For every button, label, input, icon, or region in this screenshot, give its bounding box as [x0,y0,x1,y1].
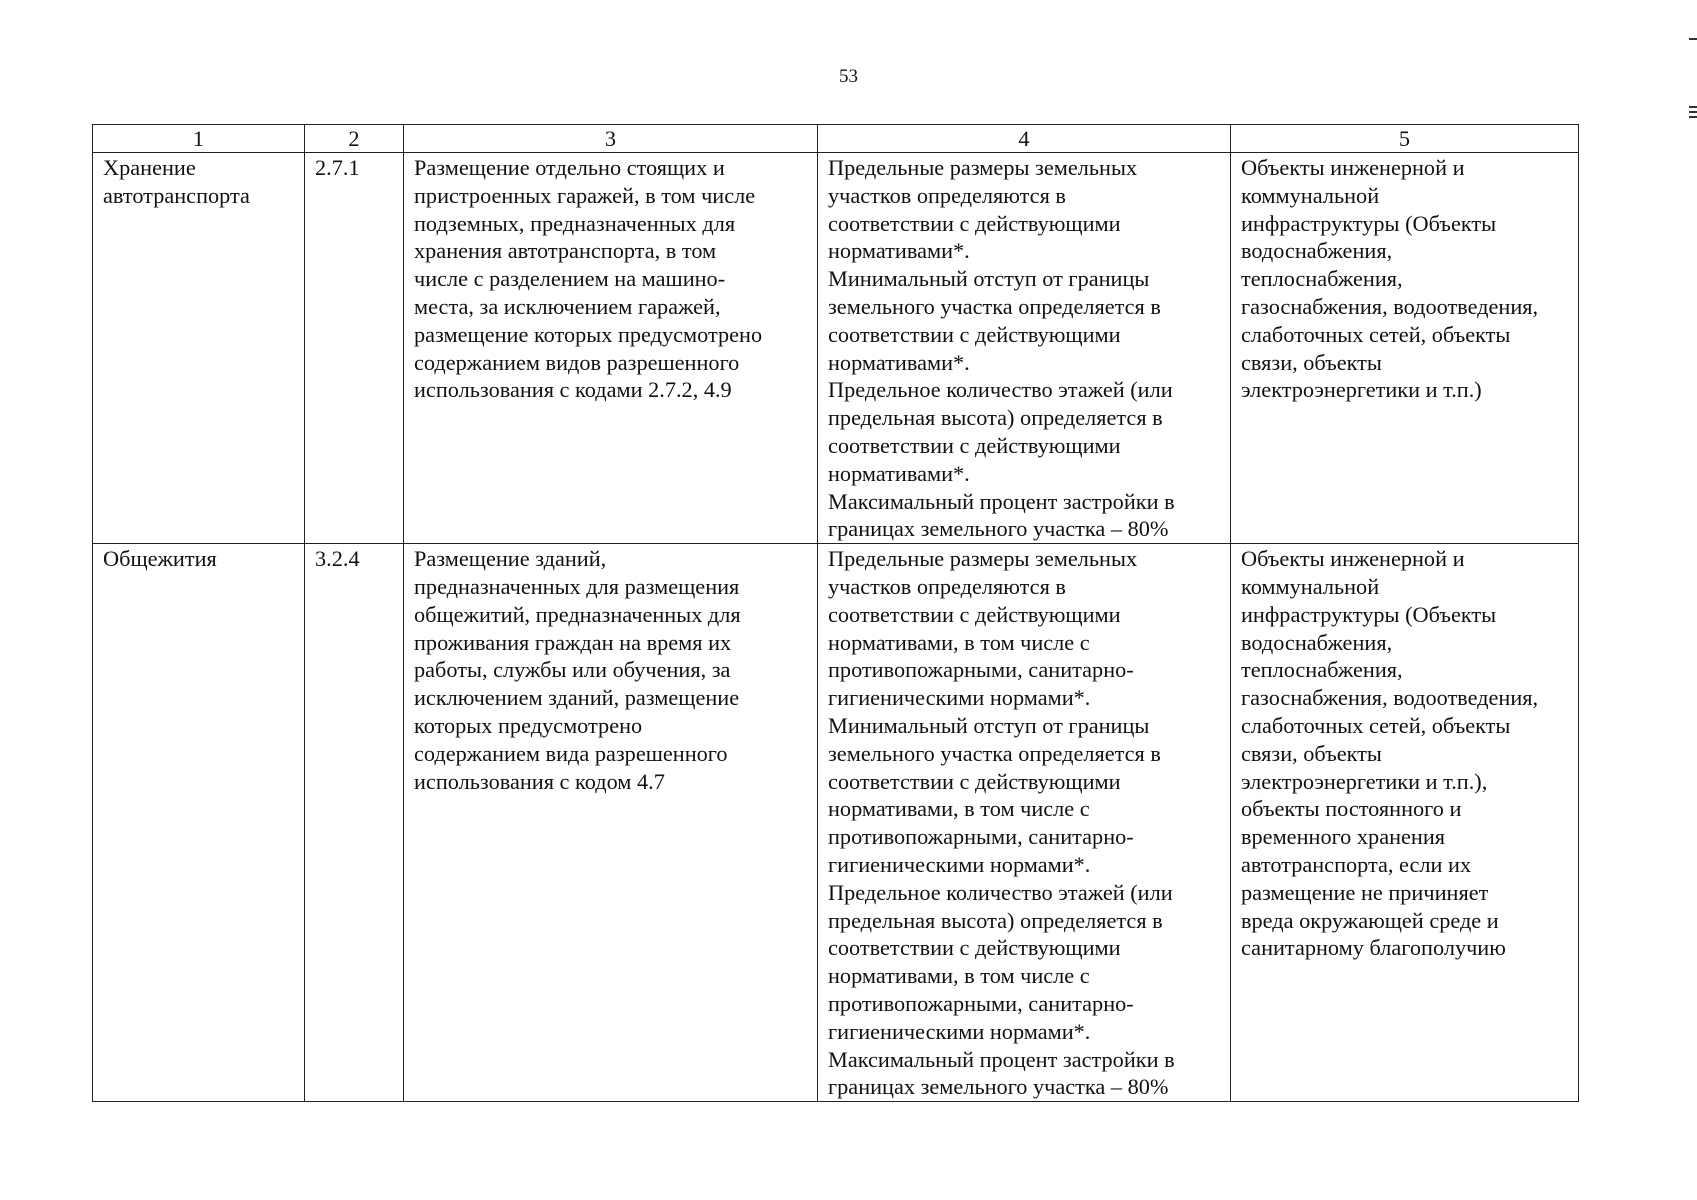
use-type-name: Хранение автотранспорта [93,153,305,544]
margin-mark [1689,106,1697,108]
use-type-description: Размещение отдельно стоящих и пристроенных гаражей, в том числе подземных, предназначенных для хранения автотранспорта, в том числе с разделением на машино- места, за исключением гаражей, размещение которых предусмотрено содержанием видов разрешенного использования с кодами 2.7.2, 4.9 [404,153,818,544]
column-header: 2 [305,125,404,153]
column-header: 3 [404,125,818,153]
use-type-description: Размещение зданий, предназначенных для размещения общежитий, предназначенных для проживания граждан на время их работы, службы или обучения, за исключением зданий, размещение которых предусмотрено содержанием вида разрешенного использования с кодом 4.7 [404,544,818,1102]
margin-mark [1689,111,1697,113]
header-row [93,125,1579,153]
page-number: 53 [839,66,858,87]
use-type-auxiliary: Объекты инженерной и коммунальной инфраструктуры (Объекты водоснабжения, теплоснабжения, газоснабжения, водоотведения, слаботочных сетей, объекты связи, объекты электроэнергетики и т.п.) [1231,153,1579,544]
use-type-code: 2.7.1 [305,153,404,544]
column-header: 1 [93,125,305,153]
column-header: 4 [818,125,1231,153]
use-type-parameters: Предельные размеры земельных участков определяются в соответствии с действующими нормативами, в том числе с противопожарными, санитарно- гигиеническими нормами*. Минимальный отступ от границы земельного участка определяется в соответствии с действующими нормативами, в том числе с противопожарными, санитарно- гигиеническими нормами*. Предельное количество этажей (или предельная высота) определяется в соответствии с действующими нормативами, в том числе с противопожарными, санитарно- гигиеническими нормами*. Максимальный процент застройки в границах земельного участка – 80% [818,544,1231,1102]
land-use-table [92,124,1579,1102]
use-type-auxiliary: Объекты инженерной и коммунальной инфраструктуры (Объекты водоснабжения, теплоснабжения, газоснабжения, водоотведения, слаботочных сетей, объекты связи, объекты электроэнергетики и т.п.), объекты постоянного и временного хранения автотранспорта, если их размещение не причиняет вреда окружающей среде и санитарному благополучию [1231,544,1579,1102]
table-row [93,153,1579,544]
margin-mark [1689,38,1697,40]
margin-mark [1689,116,1697,118]
column-header: 5 [1231,125,1579,153]
use-type-name: Общежития [93,544,305,1102]
use-type-parameters: Предельные размеры земельных участков определяются в соответствии с действующими нормативами*. Минимальный отступ от границы земельного участка определяется в соответствии с действующими нормативами*. Предельное количество этажей (или предельная высота) определяется в соответствии с действующими нормативами*. Максимальный процент застройки в границах земельного участка – 80% [818,153,1231,544]
table-row [93,544,1579,1102]
use-type-code: 3.2.4 [305,544,404,1102]
